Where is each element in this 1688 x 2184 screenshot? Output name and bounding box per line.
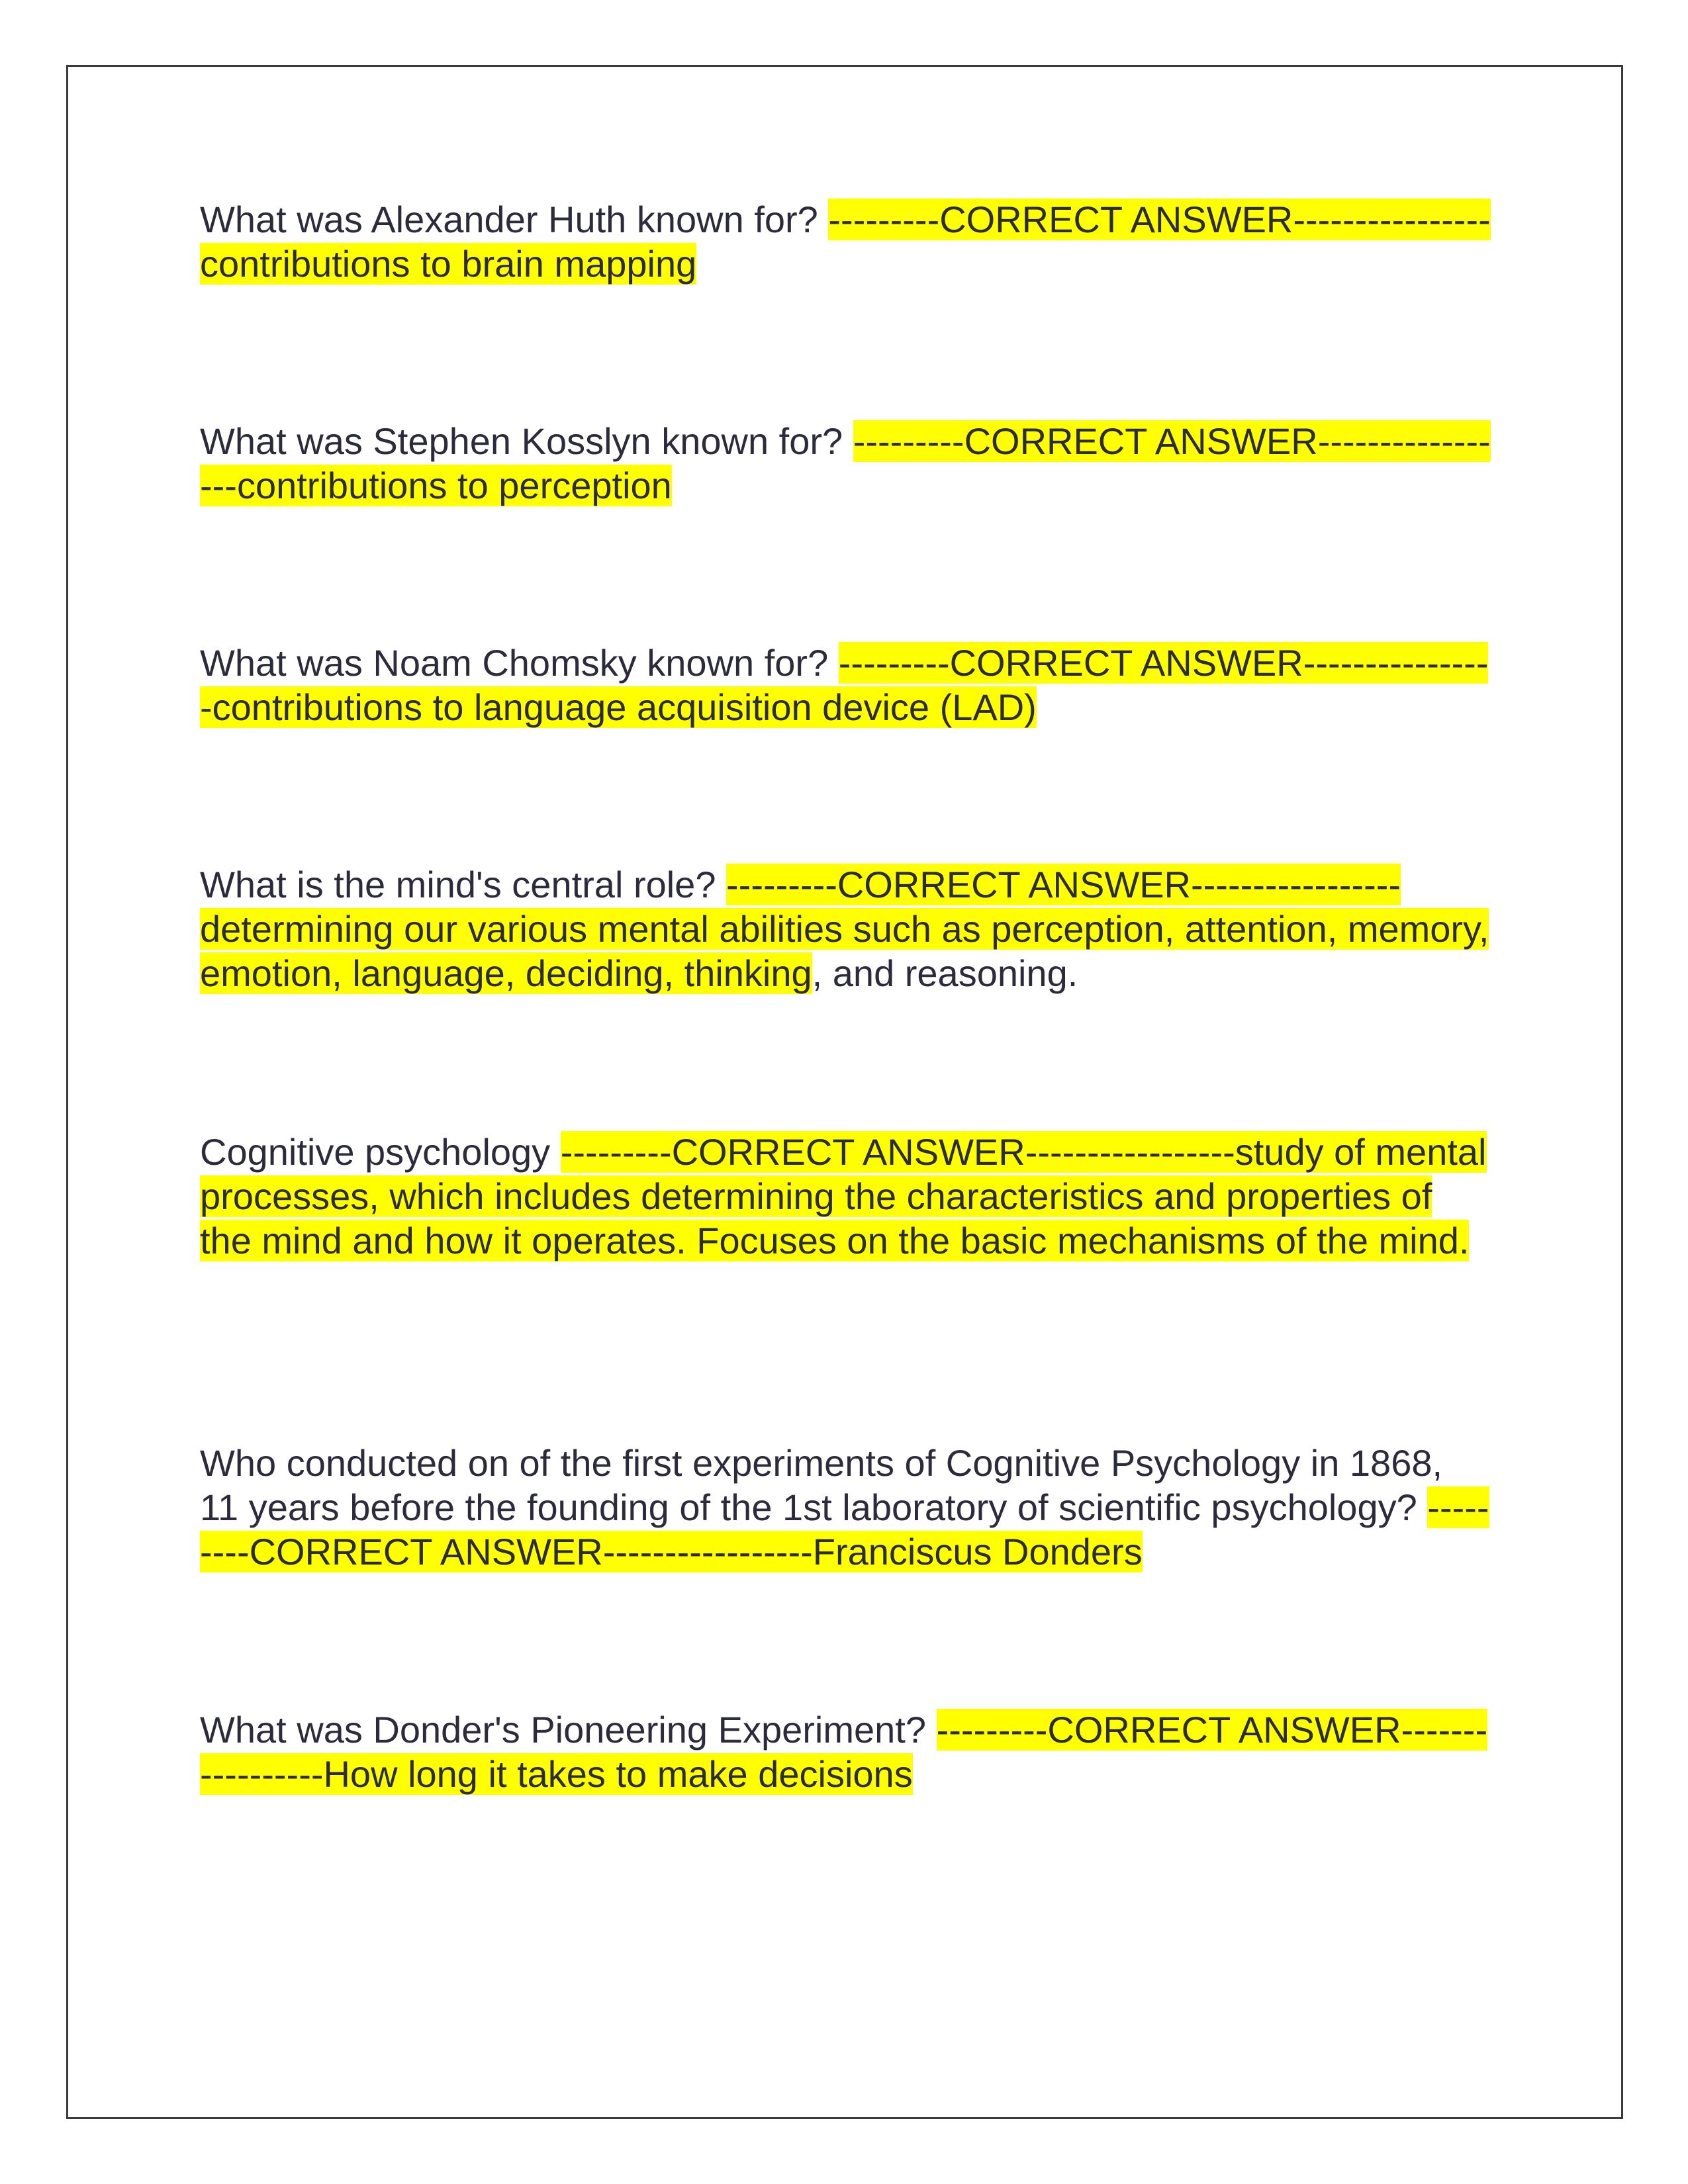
qa-item <box>200 1707 1491 1796</box>
answer-highlight: ---------CORRECT ANSWER-----------------Franciscus Donders <box>200 1486 1489 1572</box>
page-border <box>66 65 1623 2119</box>
question-text: What is the mind's central role? <box>200 864 716 905</box>
answer-highlight: ---------CORRECT ANSWER-----------------How long it takes to make decisions <box>200 1709 1488 1795</box>
question-text: Who conducted on of the first experiments of Cognitive Psychology in 1868, 11 years before the founding of the 1st laboratory of scientific psychology? <box>200 1442 1443 1528</box>
answer-highlight: ---------CORRECT ANSWER-----------------study of mental processes, which includes determining the characteristics and properties of the mind and how it operates. Focuses on the basic mechanisms of the mind. <box>200 1131 1487 1261</box>
qa-item <box>200 1130 1491 1263</box>
question-text: What was Alexander Huth known for? <box>200 199 818 240</box>
question-text: What was Stephen Kosslyn known for? <box>200 420 843 462</box>
question-text: Cognitive psychology <box>200 1131 551 1173</box>
qa-item <box>200 641 1491 729</box>
answer-highlight: ---------CORRECT ANSWER-----------------determining our various mental abilities such as perception, attention, memory, emotion, language, deciding, thinking <box>200 864 1489 994</box>
qa-item <box>200 862 1491 995</box>
qa-item <box>200 419 1491 508</box>
answer-highlight: ---------CORRECT ANSWER----------------contributions to brain mapping <box>200 199 1491 285</box>
qa-item <box>200 1441 1491 1574</box>
qa-item <box>200 197 1491 286</box>
answer-trailing-text: , and reasoning. <box>812 952 1078 994</box>
question-text: What was Donder's Pioneering Experiment? <box>200 1709 927 1751</box>
answer-highlight: ---------CORRECT ANSWER-----------------contributions to perception <box>200 420 1491 506</box>
question-text: What was Noam Chomsky known for? <box>200 642 829 684</box>
answer-highlight: ---------CORRECT ANSWER----------------contributions to language acquisition device (LAD) <box>200 642 1489 728</box>
